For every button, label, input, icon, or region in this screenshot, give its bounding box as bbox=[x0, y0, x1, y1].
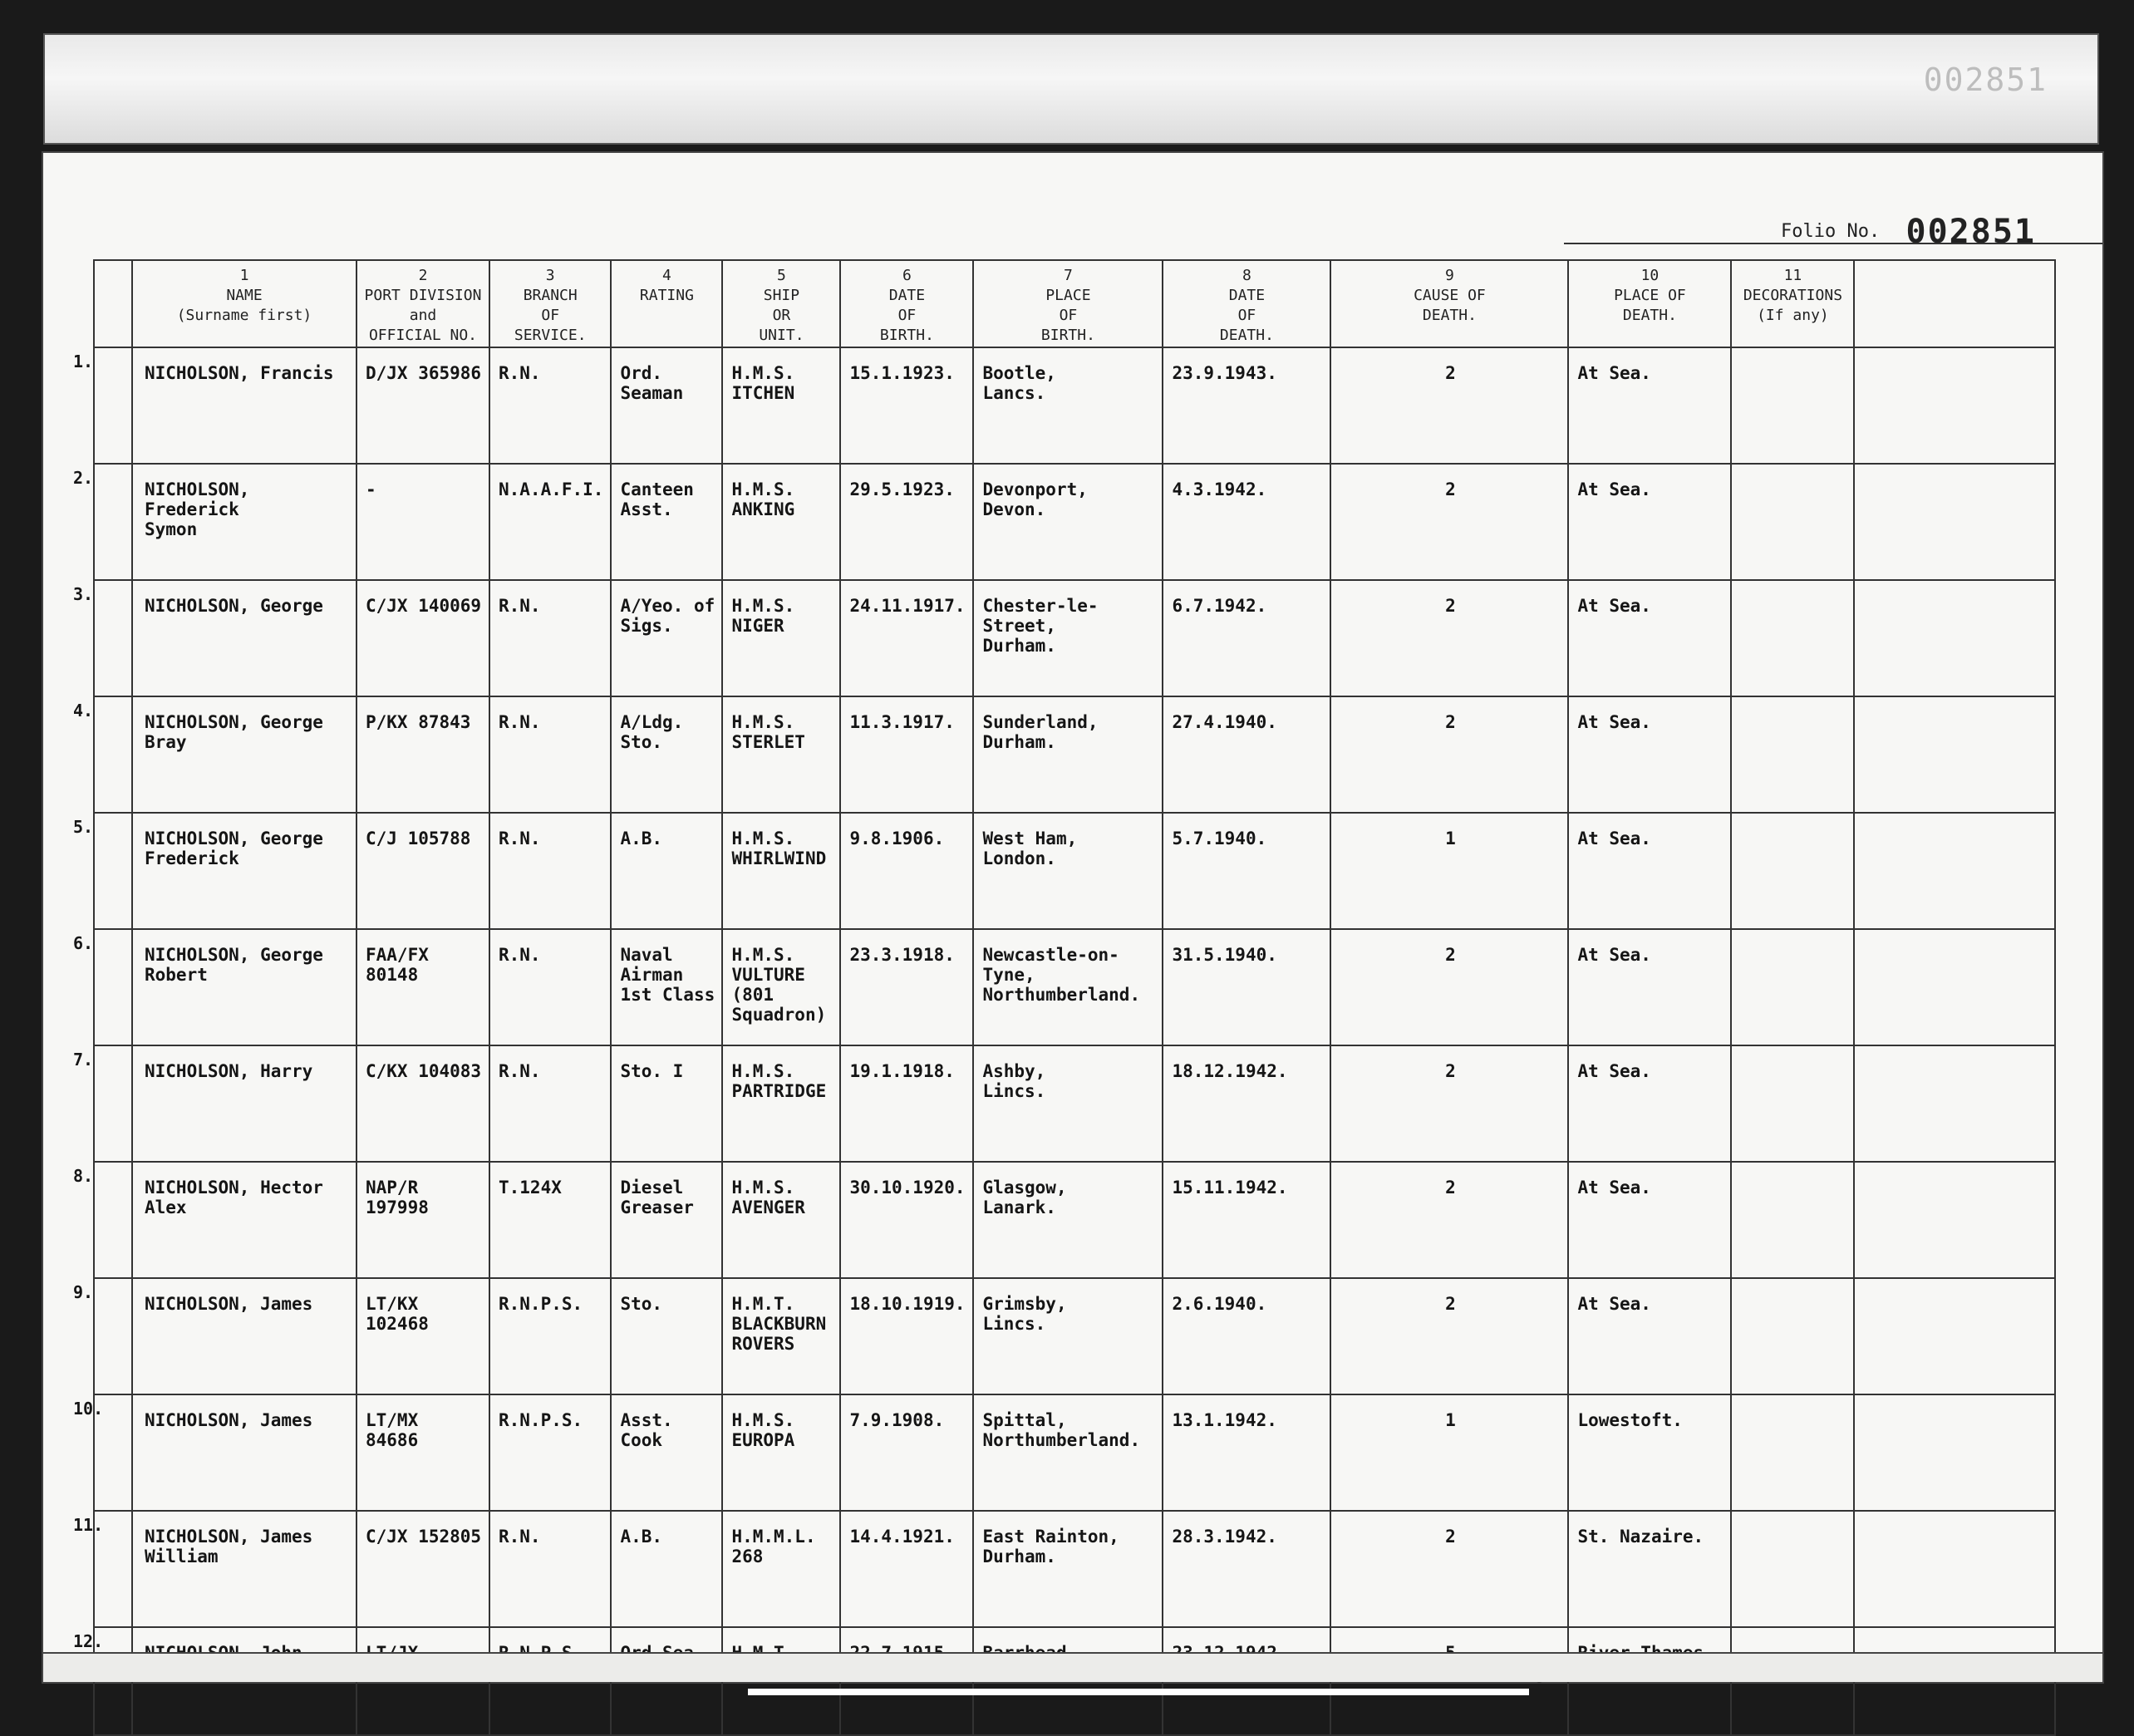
name-cell: NICHOLSON, Harry bbox=[132, 1045, 356, 1162]
official-number-cell: P/KX 87843 bbox=[356, 696, 489, 813]
row-number-label: 5. bbox=[73, 817, 94, 837]
folio-rule bbox=[1564, 243, 2102, 244]
rating-cell: Diesel Greaser bbox=[611, 1162, 722, 1278]
date-of-death-cell: 27.4.1940. bbox=[1163, 696, 1330, 813]
date-of-birth-cell: 14.4.1921. bbox=[840, 1511, 973, 1627]
place-of-death-cell: At Sea. bbox=[1568, 929, 1731, 1045]
rating-cell: A.B. bbox=[611, 1511, 722, 1627]
cause-of-death-cell: 2 bbox=[1330, 1511, 1568, 1627]
previous-sheet-edge bbox=[43, 33, 2099, 145]
column-header-3 bbox=[489, 260, 611, 347]
ship-cell: H.M.S. ITCHEN bbox=[722, 347, 840, 464]
blank-cell bbox=[1854, 1511, 2055, 1627]
place-of-birth-cell: Ashby, Lincs. bbox=[973, 1045, 1163, 1162]
ship-cell: H.M.S. WHIRLWIND bbox=[722, 813, 840, 929]
row-number-label: 3. bbox=[73, 584, 94, 604]
official-number-cell: NAP/R 197998 bbox=[356, 1162, 489, 1278]
decorations-cell bbox=[1731, 1162, 1854, 1278]
place-of-birth-cell: Bootle, Lancs. bbox=[973, 347, 1163, 464]
name-cell: NICHOLSON, James bbox=[132, 1278, 356, 1394]
date-of-birth-cell: 29.5.1923. bbox=[840, 464, 973, 580]
place-of-death-cell: At Sea. bbox=[1568, 696, 1731, 813]
cause-of-death-cell: 1 bbox=[1330, 1394, 1568, 1511]
cause-of-death-cell: 2 bbox=[1330, 1045, 1568, 1162]
table-row bbox=[94, 1278, 2055, 1394]
page-bottom-margin bbox=[43, 1652, 2102, 1682]
column-header-6 bbox=[840, 260, 973, 347]
row-number-label: 12. bbox=[73, 1631, 104, 1651]
table-row bbox=[94, 1394, 2055, 1511]
place-of-death-cell: At Sea. bbox=[1568, 813, 1731, 929]
table-row bbox=[94, 347, 2055, 464]
blank-cell bbox=[1854, 464, 2055, 580]
blank-header bbox=[1854, 260, 2055, 347]
blank-cell bbox=[1854, 347, 2055, 464]
place-of-death-cell: At Sea. bbox=[1568, 347, 1731, 464]
blank-cell bbox=[1854, 696, 2055, 813]
cause-of-death-cell: 2 bbox=[1330, 1278, 1568, 1394]
date-of-death-cell: 13.1.1942. bbox=[1163, 1394, 1330, 1511]
column-label: RATING bbox=[639, 287, 694, 304]
column-label: DATE OF BIRTH. bbox=[879, 287, 934, 344]
ship-cell: H.M.S. STERLET bbox=[722, 696, 840, 813]
table-row bbox=[94, 580, 2055, 696]
blank-cell bbox=[1854, 929, 2055, 1045]
place-of-death-cell: At Sea. bbox=[1568, 1162, 1731, 1278]
decorations-cell bbox=[1731, 464, 1854, 580]
date-of-death-cell: 15.11.1942. bbox=[1163, 1162, 1330, 1278]
date-of-birth-cell: 7.9.1908. bbox=[840, 1394, 973, 1511]
table-row bbox=[94, 1511, 2055, 1627]
table-row bbox=[94, 464, 2055, 580]
blank-cell bbox=[1854, 580, 2055, 696]
blank-cell bbox=[1854, 813, 2055, 929]
rating-cell: A/Ldg. Sto. bbox=[611, 696, 722, 813]
place-of-birth-cell: Grimsby, Lincs. bbox=[973, 1278, 1163, 1394]
column-number: 5 bbox=[777, 267, 786, 284]
column-header-8 bbox=[1163, 260, 1330, 347]
column-number: 9 bbox=[1445, 267, 1454, 284]
name-cell: NICHOLSON, George Frederick bbox=[132, 813, 356, 929]
name-cell: NICHOLSON, Hector Alex bbox=[132, 1162, 356, 1278]
table-body bbox=[73, 347, 2055, 1735]
row-number-label: 1. bbox=[73, 352, 94, 371]
folio-heading bbox=[1781, 213, 2036, 251]
blank-cell bbox=[1854, 1162, 2055, 1278]
ship-cell: H.M.S. EUROPA bbox=[722, 1394, 840, 1511]
column-number: 11 bbox=[1783, 267, 1802, 284]
cause-of-death-cell: 2 bbox=[1330, 464, 1568, 580]
official-number-cell: C/KX 104083 bbox=[356, 1045, 489, 1162]
name-cell: NICHOLSON, Francis bbox=[132, 347, 356, 464]
column-label: PLACE OF DEATH. bbox=[1614, 287, 1686, 324]
rating-cell: A/Yeo. of Sigs. bbox=[611, 580, 722, 696]
official-number-cell: C/JX 152805 bbox=[356, 1511, 489, 1627]
row-number-label: 9. bbox=[73, 1282, 94, 1302]
row-number bbox=[73, 1394, 132, 1511]
place-of-birth-cell: Spittal, Northumberland. bbox=[973, 1394, 1163, 1511]
date-of-death-cell: 18.12.1942. bbox=[1163, 1045, 1330, 1162]
cause-of-death-cell: 2 bbox=[1330, 347, 1568, 464]
row-number-header bbox=[94, 260, 132, 347]
table-row bbox=[94, 1045, 2055, 1162]
column-label: DATE OF DEATH. bbox=[1219, 287, 1274, 344]
place-of-death-cell: At Sea. bbox=[1568, 580, 1731, 696]
table-row bbox=[94, 696, 2055, 813]
blank-cell bbox=[1854, 1045, 2055, 1162]
date-of-death-cell: 23.9.1943. bbox=[1163, 347, 1330, 464]
column-label: BRANCH OF SERVICE. bbox=[514, 287, 587, 344]
date-of-birth-cell: 23.3.1918. bbox=[840, 929, 973, 1045]
date-of-birth-cell: 15.1.1923. bbox=[840, 347, 973, 464]
decorations-cell bbox=[1731, 1394, 1854, 1511]
folio-label: Folio No. bbox=[1781, 221, 1881, 242]
decorations-cell bbox=[1731, 1278, 1854, 1394]
branch-cell: R.N. bbox=[489, 580, 611, 696]
date-of-birth-cell: 9.8.1906. bbox=[840, 813, 973, 929]
place-of-birth-cell: Glasgow, Lanark. bbox=[973, 1162, 1163, 1278]
date-of-birth-cell: 30.10.1920. bbox=[840, 1162, 973, 1278]
row-number-label: 7. bbox=[73, 1050, 94, 1070]
date-of-birth-cell: 19.1.1918. bbox=[840, 1045, 973, 1162]
rating-cell: Asst. Cook bbox=[611, 1394, 722, 1511]
date-of-death-cell: 31.5.1940. bbox=[1163, 929, 1330, 1045]
row-number bbox=[73, 347, 132, 464]
blank-cell bbox=[1854, 1278, 2055, 1394]
row-number bbox=[73, 813, 132, 929]
branch-cell: R.N. bbox=[489, 347, 611, 464]
ship-cell: H.M.S. VULTURE (801 Squadron) bbox=[722, 929, 840, 1045]
scan-edge bbox=[748, 1689, 1529, 1695]
column-number: 2 bbox=[418, 267, 428, 284]
date-of-death-cell: 28.3.1942. bbox=[1163, 1511, 1330, 1627]
date-of-death-cell: 4.3.1942. bbox=[1163, 464, 1330, 580]
row-number bbox=[73, 1278, 132, 1394]
cause-of-death-cell: 2 bbox=[1330, 696, 1568, 813]
column-number: 8 bbox=[1242, 267, 1251, 284]
column-header-10 bbox=[1568, 260, 1731, 347]
official-number-cell: D/JX 365986 bbox=[356, 347, 489, 464]
decorations-cell bbox=[1731, 813, 1854, 929]
name-cell: NICHOLSON, James bbox=[132, 1394, 356, 1511]
column-label: SHIP OR UNIT. bbox=[759, 287, 804, 344]
place-of-death-cell: Lowestoft. bbox=[1568, 1394, 1731, 1511]
name-cell: NICHOLSON, George Robert bbox=[132, 929, 356, 1045]
date-of-death-cell: 2.6.1940. bbox=[1163, 1278, 1330, 1394]
place-of-death-cell: At Sea. bbox=[1568, 1045, 1731, 1162]
ship-cell: H.M.S. ANKING bbox=[722, 464, 840, 580]
date-of-birth-cell: 11.3.1917. bbox=[840, 696, 973, 813]
sheet-reference-number: 002851 bbox=[1923, 61, 2048, 98]
row-number bbox=[73, 1162, 132, 1278]
header-row bbox=[94, 260, 2055, 347]
official-number-cell: C/JX 140069 bbox=[356, 580, 489, 696]
ship-cell: H.M.T. BLACKBURN ROVERS bbox=[722, 1278, 840, 1394]
row-number bbox=[73, 1045, 132, 1162]
name-cell: NICHOLSON, George Bray bbox=[132, 696, 356, 813]
row-number bbox=[73, 464, 132, 580]
decorations-cell bbox=[1731, 929, 1854, 1045]
official-number-cell: FAA/FX 80148 bbox=[356, 929, 489, 1045]
branch-cell: R.N. bbox=[489, 929, 611, 1045]
folio-number: 002851 bbox=[1905, 213, 2036, 251]
column-number: 6 bbox=[902, 267, 912, 284]
table-row bbox=[94, 929, 2055, 1045]
name-cell: NICHOLSON, George bbox=[132, 580, 356, 696]
decorations-cell bbox=[1731, 1045, 1854, 1162]
branch-cell: R.N. bbox=[489, 813, 611, 929]
name-cell: NICHOLSON, James William bbox=[132, 1511, 356, 1627]
official-number-cell: C/J 105788 bbox=[356, 813, 489, 929]
branch-cell: R.N.P.S. bbox=[489, 1278, 611, 1394]
column-header-2 bbox=[356, 260, 489, 347]
rating-cell: Naval Airman 1st Class bbox=[611, 929, 722, 1045]
column-header-4 bbox=[611, 260, 722, 347]
register-page bbox=[42, 151, 2104, 1684]
place-of-death-cell: At Sea. bbox=[1568, 464, 1731, 580]
branch-cell: R.N. bbox=[489, 1045, 611, 1162]
row-number-label: 10. bbox=[73, 1399, 104, 1419]
row-number-label: 8. bbox=[73, 1166, 94, 1186]
rating-cell: Canteen Asst. bbox=[611, 464, 722, 580]
column-header-11 bbox=[1731, 260, 1854, 347]
row-number-label: 11. bbox=[73, 1515, 104, 1535]
row-number-label: 6. bbox=[73, 933, 94, 953]
ship-cell: H.M.S. PARTRIDGE bbox=[722, 1045, 840, 1162]
column-number: 7 bbox=[1064, 267, 1073, 284]
date-of-death-cell: 6.7.1942. bbox=[1163, 580, 1330, 696]
column-header-9 bbox=[1330, 260, 1568, 347]
row-number bbox=[73, 580, 132, 696]
row-number bbox=[73, 1511, 132, 1627]
branch-cell: T.124X bbox=[489, 1162, 611, 1278]
ship-cell: H.M.S. AVENGER bbox=[722, 1162, 840, 1278]
rating-cell: Ord. Seaman bbox=[611, 347, 722, 464]
column-label: CAUSE OF DEATH. bbox=[1414, 287, 1486, 324]
place-of-birth-cell: West Ham, London. bbox=[973, 813, 1163, 929]
column-number: 4 bbox=[662, 267, 671, 284]
cause-of-death-cell: 2 bbox=[1330, 929, 1568, 1045]
column-number: 3 bbox=[545, 267, 555, 284]
blank-cell bbox=[1854, 1394, 2055, 1511]
row-number bbox=[73, 929, 132, 1045]
branch-cell: R.N.P.S. bbox=[489, 1394, 611, 1511]
row-number-label: 2. bbox=[73, 468, 94, 488]
decorations-cell bbox=[1731, 1511, 1854, 1627]
place-of-death-cell: At Sea. bbox=[1568, 1278, 1731, 1394]
column-label: PLACE OF BIRTH. bbox=[1040, 287, 1095, 344]
column-label: NAME (Surname first) bbox=[176, 287, 312, 324]
cause-of-death-cell: 2 bbox=[1330, 1162, 1568, 1278]
cause-of-death-cell: 2 bbox=[1330, 580, 1568, 696]
date-of-death-cell: 5.7.1940. bbox=[1163, 813, 1330, 929]
rating-cell: Sto. bbox=[611, 1278, 722, 1394]
casualty-register-table bbox=[73, 259, 2056, 1736]
place-of-birth-cell: East Rainton, Durham. bbox=[973, 1511, 1163, 1627]
place-of-birth-cell: Newcastle-on- Tyne, Northumberland. bbox=[973, 929, 1163, 1045]
rating-cell: Sto. I bbox=[611, 1045, 722, 1162]
cause-of-death-cell: 1 bbox=[1330, 813, 1568, 929]
place-of-birth-cell: Chester-le-Street, Durham. bbox=[973, 580, 1163, 696]
official-number-cell: LT/KX 102468 bbox=[356, 1278, 489, 1394]
branch-cell: R.N. bbox=[489, 1511, 611, 1627]
decorations-cell bbox=[1731, 580, 1854, 696]
table-row bbox=[94, 813, 2055, 929]
row-number-label: 4. bbox=[73, 701, 94, 720]
date-of-birth-cell: 18.10.1919. bbox=[840, 1278, 973, 1394]
ship-cell: H.M.M.L. 268 bbox=[722, 1511, 840, 1627]
table-row bbox=[94, 1162, 2055, 1278]
column-header-5 bbox=[722, 260, 840, 347]
column-label: DECORATIONS (If any) bbox=[1743, 287, 1843, 324]
place-of-birth-cell: Devonport, Devon. bbox=[973, 464, 1163, 580]
date-of-birth-cell: 24.11.1917. bbox=[840, 580, 973, 696]
decorations-cell bbox=[1731, 347, 1854, 464]
place-of-death-cell: St. Nazaire. bbox=[1568, 1511, 1731, 1627]
column-header-1 bbox=[132, 260, 356, 347]
column-label: PORT DIVISION and OFFICIAL NO. bbox=[364, 287, 482, 344]
official-number-cell: LT/MX 84686 bbox=[356, 1394, 489, 1511]
name-cell: NICHOLSON, Frederick Symon bbox=[132, 464, 356, 580]
column-header-7 bbox=[973, 260, 1163, 347]
branch-cell: N.A.A.F.I. bbox=[489, 464, 611, 580]
decorations-cell bbox=[1731, 696, 1854, 813]
branch-cell: R.N. bbox=[489, 696, 611, 813]
column-number: 10 bbox=[1640, 267, 1660, 284]
place-of-birth-cell: Sunderland, Durham. bbox=[973, 696, 1163, 813]
row-number bbox=[73, 696, 132, 813]
official-number-cell: - bbox=[356, 464, 489, 580]
rating-cell: A.B. bbox=[611, 813, 722, 929]
ship-cell: H.M.S. NIGER bbox=[722, 580, 840, 696]
column-number: 1 bbox=[239, 267, 249, 284]
